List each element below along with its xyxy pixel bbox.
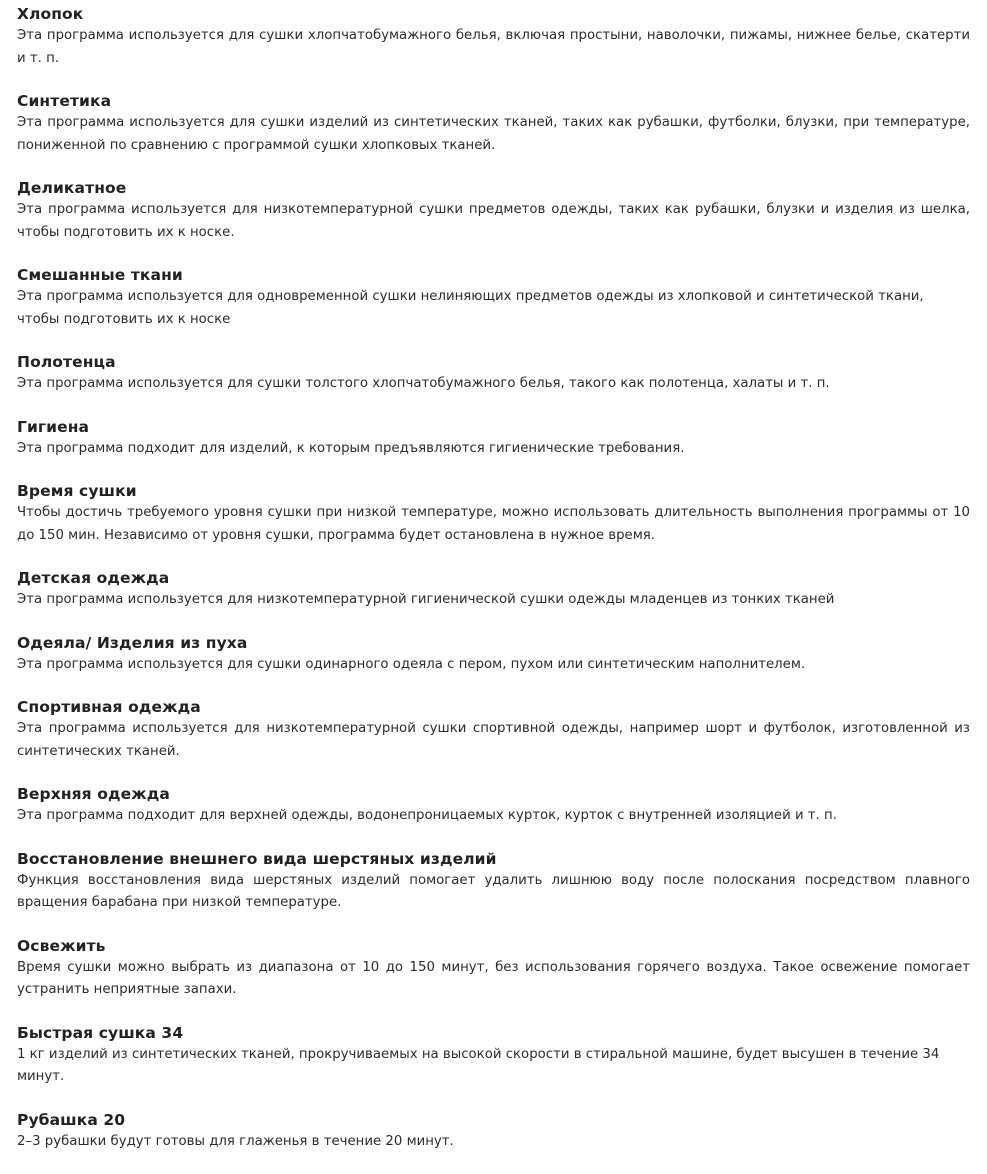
program-quick-dry-34	[17, 1023, 970, 1089]
program-title: Одеяла/ Изделия из пуха	[17, 633, 248, 652]
program-list	[17, 4, 970, 1174]
program-title: Рубашка 20	[17, 1110, 126, 1129]
program-description: 2–3 рубашки будут готовы для глаженья в течение 20 минут.	[17, 1133, 454, 1149]
program-title: Деликатное	[17, 179, 127, 197]
program-title: Смешанные ткани	[17, 266, 183, 284]
program-mixed	[17, 265, 970, 331]
program-title: Детская одежда	[17, 569, 170, 587]
program-description: Чтобы достичь требуемого уровня сушки при низкой температуре, можно использовать длительность выполнения программы от 10 до 150 мин. Независимо от уровня сушки, программа будет остановлена в нужное время.	[17, 505, 970, 543]
program-title: Верхняя одежда	[17, 785, 170, 803]
program-description: Эта программа используется для одновременной сушки нелиняющих предметов одежды из хлопковой и синтетической ткани, чтобы подготовить их к носке	[17, 289, 924, 327]
program-delicate	[17, 178, 970, 244]
program-duvets	[17, 633, 970, 677]
program-baby-wear	[17, 568, 970, 612]
program-title: Синтетика	[17, 92, 112, 110]
program-drying-time	[17, 481, 970, 547]
program-towels	[17, 352, 970, 396]
program-wool-refresh	[17, 849, 970, 915]
program-title: Гигиена	[17, 417, 90, 436]
program-refresh	[17, 936, 970, 1002]
program-title: Полотенца	[17, 353, 116, 371]
program-outerwear	[17, 784, 970, 828]
program-title: Быстрая сушка 34	[17, 1023, 184, 1042]
program-hygiene	[17, 417, 970, 461]
program-shirt-20	[17, 1110, 970, 1154]
program-title: Время сушки	[17, 482, 137, 500]
program-description: Время сушки можно выбрать из диапазона от 10 до 150 минут, без использования горячего воздуха. Такое освежение помогает устранить неприятные запахи.	[17, 959, 970, 997]
program-title: Восстановление внешнего вида шерстяных изделий	[17, 849, 497, 868]
program-description: 1 кг изделий из синтетических тканей, прокручиваемых на высокой скорости в стиральной машине, будет высушен в течение 34 минут.	[17, 1046, 940, 1084]
program-description: Эта программа используется для низкотемпературной сушки спортивной одежды, например шорт и футболок, изготовленной из синтетических тканей.	[17, 721, 970, 759]
program-description: Эта программа используется для сушки хлопчатобумажного белья, включая простыни, наволочки, пижамы, нижнее белье, скатерти и т. п.	[17, 28, 970, 66]
program-title: Хлопок	[17, 5, 84, 23]
program-description: Эта программа подходит для верхней одежды, водонепроницаемых курток, курток с внутренней изоляцией и т. п.	[17, 808, 837, 823]
program-description: Эта программа используется для сушки изделий из синтетических тканей, таких как рубашки, футболки, блузки, при температуре, пониженной по сравнению с программой сушки хлопковых тканей.	[17, 115, 970, 153]
program-title: Спортивная одежда	[17, 698, 201, 716]
program-description: Эта программа используется для сушки одинарного одеяла с пером, пухом или синтетическим наполнителем.	[17, 656, 806, 672]
program-description: Функция восстановления вида шерстяных изделий помогает удалить лишнюю воду после полоскания посредством плавного вращения барабана при низкой температуре.	[17, 872, 970, 910]
program-synthetics	[17, 91, 970, 157]
program-cotton	[17, 4, 970, 70]
program-description: Эта программа подходит для изделий, к которым предъявляются гигиенические требования.	[17, 440, 685, 456]
program-description: Эта программа используется для низкотемпературной сушки предметов одежды, таких как рубашки, блузки и изделия из шелка, чтобы подготовить их к носке.	[17, 202, 970, 240]
program-description: Эта программа используется для низкотемпературной гигиенической сушки одежды младенцев из тонких тканей	[17, 592, 835, 607]
program-title: Освежить	[17, 936, 106, 955]
program-description: Эта программа используется для сушки толстого хлопчатобумажного белья, такого как полотенца, халаты и т. п.	[17, 376, 830, 391]
program-sportswear	[17, 697, 970, 763]
